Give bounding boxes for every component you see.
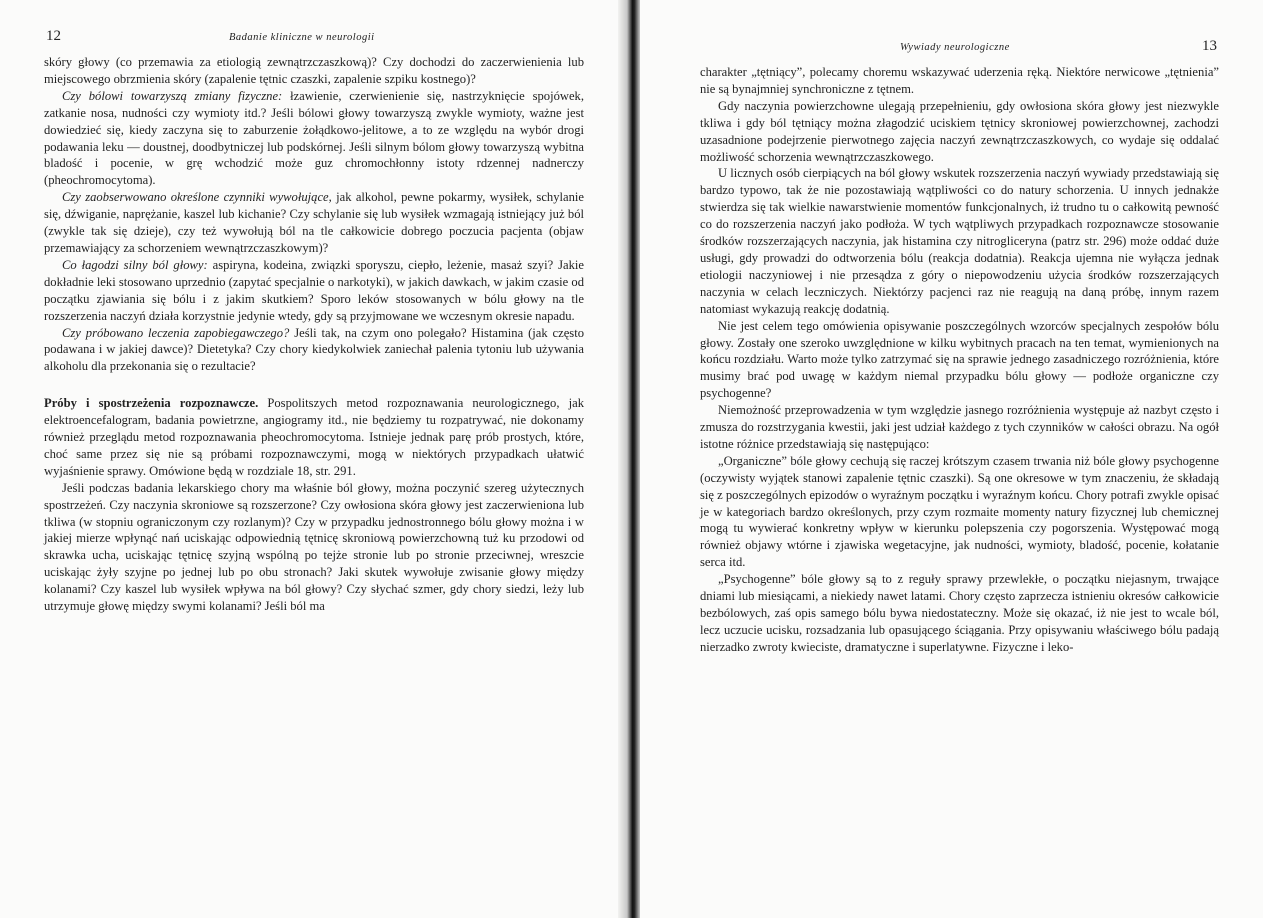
paragraph: „Organiczne” bóle głowy cechują się raczej krótszym czasem trwania niż bóle głowy psychogenne (oczywisty wyjątek stanowi zapalenie tętnic czaszki). Są one okresowe w tym znaczeniu, że składają się z poszczególnych epizodów o wyraźnym początku i wyraźnym końcu. Chory potrafi zwykle opisać je w kategoriach bardzo określonych, przy czym rozmaite momenty natury fizycznej lub chemicznej mogą tu wywierać konkretny wpływ w kierunku polepszenia czy pogorszenia. Występować mogą również objawy wtórne i zjawiska wegetacyjne, jak nudności, wymioty, bladość, pocenie, kołatanie serca itd. <box>700 453 1219 570</box>
paragraph: „Psychogenne” bóle głowy są to z reguły sprawy przewlekłe, o początku niejasnym, trwające dniami lub miesiącami, a niekiedy nawet latami. Chory często zaprzecza istnieniu okresów całkowicie bezbólowych, zaś opis samego bólu bywa niedostateczny. Może się okazać, iż nie jest to wcale ból, lecz uczucie ucisku, rozsadzania lub opasującego ściągania. Przy opisywaniu właściwego bólu padają nierzadko zwroty kwieciste, dramatyczne i superlatywne. Fizyczne i leko- <box>700 572 1219 654</box>
running-title-right: Wywiady neurologiczne <box>900 42 1010 53</box>
paragraph: Czy próbowano leczenia zapobiegawczego? Jeśli tak, na czym ono polegało? Histamina (jak często podawana i w jakiej dawce)? Dietetyka? Czy chory kiedykolwiek zaniechał palenia tytoniu lub używania alkoholu dla przekonania się o rezultacie? <box>44 325 584 374</box>
paragraph: charakter „tętniący”, polecamy choremu wskazywać uderzenia ręką. Niektóre nerwicowe „tętnienia” nie są bynajmniej synchroniczne z tętnem. <box>700 65 1219 96</box>
right-page <box>640 0 1263 918</box>
left-page <box>0 0 628 918</box>
paragraph: U licznych osób cierpiących na ból głowy wskutek rozszerzenia naczyń wywiady przedstawiają się bardzo typowo, tak że nie pozostawiają wątpliwości co do natury schorzenia. U innych jednakże stwierdza się tak wielkie nawarstwienie momentów funkcjonalnych, iż trudno tu o całkowitą pewność co do rozszerzenia naczyń jako podłoża. W tych wątpliwych przypadkach rozpoznawcze stosowanie środków rozszerzających naczynia, jak histamina czy nitrogliceryna (patrz str. 296) może oddać duże usługi, gdy prowadzi do odtworzenia bólu (reakcja dodatnia). Reakcja ujemna nie wyłącza jednak etiologii naczyniowej i nie przesądza z góry o niepowodzeniu użycia środków rozszerzających naczynia w celach leczniczych. Niektórzy pacjenci raz nie reagują na daną próbę, innym razem natomiast wykazują reakcję dodatnią. <box>700 166 1219 316</box>
paragraph: Co łagodzi silny ból głowy: aspiryna, kodeina, związki sporyszu, ciepło, leżenie, masaż szyi? Jakie dokładnie leki stosowano uprzednio (zapytać specjalnie o narkotyki), w jakich dawkach, w jakim czasie od początku zjawiania się bólu i z jakim skutkiem? Sporo leków stosowanych w bólu głowy na tle rozszerzenia naczyń działa korzystnie jedynie wtedy, gdy są przyjmowane we wczesnym okresie napadu. <box>44 257 585 323</box>
paragraph: Czy bólowi towarzyszą zmiany fizyczne: łzawienie, czerwienienie się, nastrzyknięcie spojówek, zatkanie nosa, nudności czy wymioty itd.? Jeśli bólowi głowy towarzyszą zwykle wymioty, ważne jest dowiedzieć się, kiedy zaczyna się to zaburzenie żołądkowo-jelitowe, a to ze względu na wybór drogi podawania leku — doustnej, doodbytniczej lub podskórnej. Jeśli silnym bólom głowy towarzyszą wybitna bladość i pocenie, w grę wchodzić może guz chromochłonny istoty rdzennej nadnerczy (pheochromocytoma). <box>44 88 584 188</box>
paragraph-lead: Czy bólowi towarzyszą zmiany fizyczne: <box>62 88 283 103</box>
paragraph-lead: Czy zaobserwowano określone czynniki wywołujące, <box>62 190 332 205</box>
left-page-body <box>44 54 584 615</box>
page-number-right: 13 <box>1202 38 1217 54</box>
paragraph: Nie jest celem tego omówienia opisywanie poszczególnych wzorców specjalnych zespołów bólu głowy. Zostały one szeroko uwzględnione w kilku wybitnych pracach na ten temat, wymienionych na końcu rozdziału. Warto może tylko zatrzymać się na sprawie jednego zasadniczego rozróżnienia, które musimy brać pod uwagę w każdym niemal przypadku bólu głowy — podłoże organiczne czy psychogenne? <box>700 318 1219 401</box>
paragraph-lead: Czy próbowano leczenia zapobiegawczego? <box>62 325 290 340</box>
paragraph: Czy zaobserwowano określone czynniki wywołujące, jak alkohol, pewne pokarmy, wysiłek, schylanie się, dźwiganie, naprężanie, kaszel lub kichanie? Czy schylanie się lub wysiłek wzmagają istniejący już ból (zwykle tak się dzieje), czy też wywołują ból na tle całkowicie dobrego poczucia pacjenta (objaw przemawiający za schorzeniem wewnątrzczaszkowym)? <box>44 190 584 255</box>
right-page-body <box>700 64 1219 656</box>
paragraph: Niemożność przeprowadzenia w tym względzie jasnego rozróżnienia występuje aż nazbyt często i zmusza do rozstrzygania kwestii, jaki jest udział każdego z tych czynników w całości obrazu. Na ogół istotne różnice przedstawiają się następująco: <box>700 403 1219 451</box>
section-title: Próby i spostrzeżenia rozpoznawcze. <box>44 396 259 411</box>
paragraph: skóry głowy (co przemawia za etiologią zewnątrzczaszkową)? Czy dochodzi do zaczerwienienia lub miejscowego obrzmienia skóry (zapalenie tętnic czaszki, zapalenie szpiku kostnego)? <box>44 55 584 86</box>
running-title-left: Badanie kliniczne w neurologii <box>229 32 375 43</box>
running-head-right <box>700 38 1219 64</box>
page-number-left: 12 <box>46 28 61 44</box>
paragraph-lead: Co łagodzi silny ból głowy: <box>62 257 208 272</box>
section-paragraph: Próby i spostrzeżenia rozpoznawcze. Pospolitszych metod rozpoznawania neurologicznego, jak elektroencefalogram, badania powietrzne, angiogramy itd., nie będziemy tu rozpatrywać, nie dokonamy również przeglądu metod rozpoznawania pheochromocytoma. Istnieje jednak parę prób prostych, które, choć same przez się nie są próbami rozpoznawczymi, mogą w niektórych przypadkach ułatwić wyjaśnienie sprawy. Omówione będą w rozdziale 18, str. 291. <box>44 396 584 478</box>
paragraph: Gdy naczynia powierzchowne ulegają przepełnieniu, gdy owłosiona skóra głowy jest niezwykle tkliwa i gdy ból tętniący można złagodzić uciskiem tętnicy skroniowej powierzchownej, zachodzi uzasadnione podejrzenie pierwotnego zajęcia naczyń zewnątrzczaszkowych, co wydaje się oddalać możliwość schorzenia wewnątrzczaszkowego. <box>700 98 1219 164</box>
running-head-left <box>44 28 584 54</box>
paragraph: Jeśli podczas badania lekarskiego chory ma właśnie ból głowy, można poczynić szereg użytecznych spostrzeżeń. Czy naczynia skroniowe są rozszerzone? Czy owłosiona skóra głowy jest zaczerwieniona lub tkliwa (w stopniu ograniczonym czy rozlanym)? Czy w przypadku jednostronnego bólu głowy można i w jakiej mierze wpłynąć nań uciskając odpowiednią tętnicę skroniową powierzchowną tuż ku przodowi od skrawka ucha, uciskając tętnicę szyjną wspólną po tejże stronie lub po stronie przeciwnej, wreszcie uciskając żyły szyjne po jednej lub po obu stronach? Jaki skutek wywołuje zwisanie głowy między kolanami? Czy kaszel lub wysiłek wpływa na ból głowy? Czy słychać szmer, gdy chory siedzi, leży lub utrzymuje głowę między swymi kolanami? Jeśli ból ma <box>44 480 584 614</box>
